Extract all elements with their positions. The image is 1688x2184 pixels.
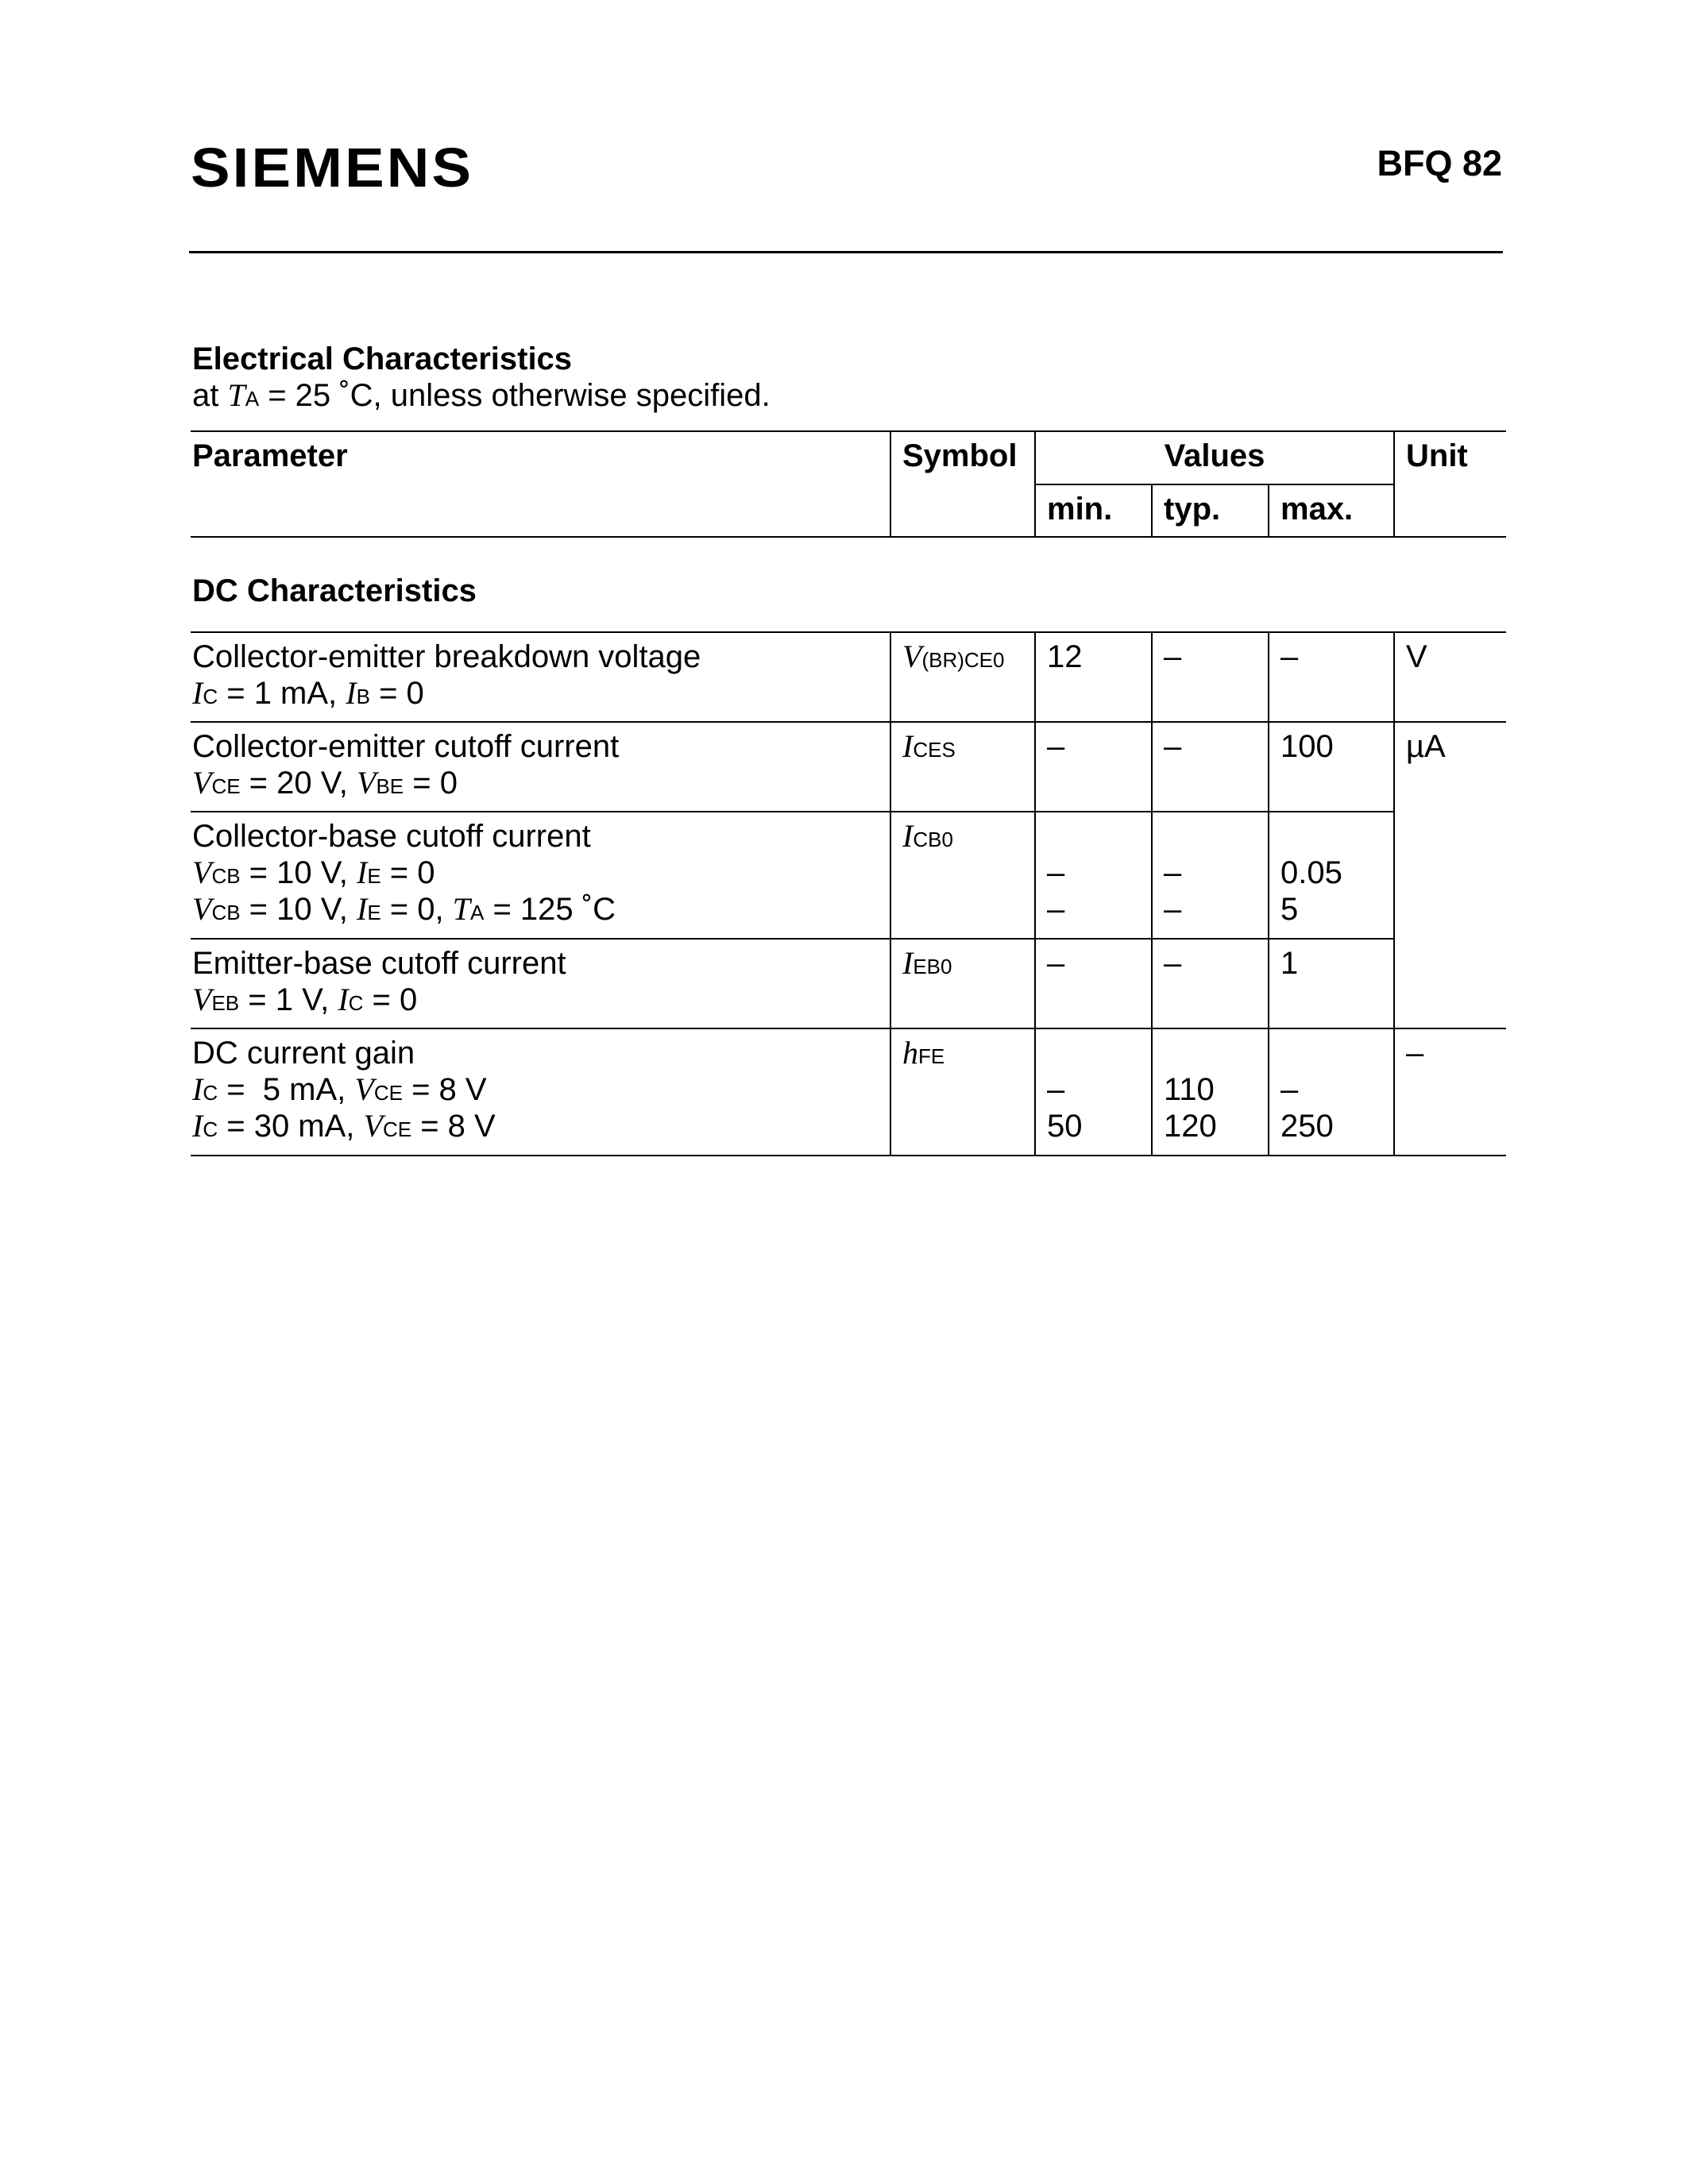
- values-subheader-rule: [1035, 484, 1394, 485]
- cond-text: = 1 mA,: [218, 676, 346, 711]
- row-rule: [191, 631, 1506, 633]
- column-divider: [1393, 631, 1395, 1156]
- cond-subscript: E: [367, 864, 381, 888]
- cond-text: = 0: [363, 982, 418, 1017]
- condition-subscript: A: [245, 387, 260, 411]
- row-rule: [191, 1028, 1506, 1029]
- row-min: –: [1047, 1072, 1065, 1107]
- cond-subscript: CE: [382, 1117, 412, 1141]
- row-symbol: [902, 818, 953, 858]
- header-values: Values: [1164, 438, 1265, 473]
- row-min: 50: [1047, 1109, 1083, 1144]
- cond-symbol: I: [192, 1071, 203, 1107]
- row-symbol: [902, 728, 956, 768]
- cond-subscript: EB: [211, 991, 240, 1015]
- row-symbol: [902, 1035, 944, 1075]
- cond-symbol: I: [357, 891, 368, 927]
- row-min: –: [1047, 892, 1065, 927]
- cond-text: = 0: [404, 766, 458, 801]
- section-title: Electrical Characteristics: [192, 341, 573, 376]
- row-condition: [192, 1108, 496, 1148]
- header-unit: Unit: [1406, 438, 1468, 473]
- part-number: BFQ 82: [1377, 143, 1502, 183]
- row-condition: [192, 855, 435, 894]
- cond-symbol: V: [357, 765, 377, 801]
- cond-symbol: V: [192, 855, 212, 890]
- cond-text: = 125 ˚C: [484, 892, 616, 927]
- condition-symbol: T: [227, 377, 245, 413]
- row-typ: –: [1164, 639, 1182, 674]
- cond-symbol: T: [452, 891, 470, 927]
- cond-text: = 0: [369, 676, 424, 711]
- row-condition: [192, 1071, 487, 1111]
- symbol-subscript: EB0: [913, 955, 952, 978]
- row-typ: –: [1164, 892, 1182, 927]
- cond-subscript: B: [356, 685, 370, 708]
- row-unit: V: [1406, 639, 1427, 674]
- header-typ: typ.: [1164, 492, 1221, 527]
- row-symbol: [902, 945, 952, 985]
- row-max: 1: [1280, 946, 1299, 981]
- row-min: –: [1047, 946, 1065, 981]
- row-typ: –: [1164, 855, 1182, 890]
- row-max: 250: [1280, 1109, 1334, 1144]
- cond-subscript: C: [348, 991, 364, 1015]
- symbol-letter: h: [902, 1035, 918, 1071]
- cond-text: = 5 mA,: [218, 1072, 355, 1107]
- row-rule: [191, 721, 1506, 723]
- cond-subscript: CB: [211, 901, 241, 924]
- row-max: –: [1280, 639, 1299, 674]
- row-rule: [191, 811, 1394, 812]
- header-parameter: Parameter: [192, 438, 348, 473]
- header-divider: [189, 251, 1503, 253]
- cond-symbol: V: [192, 982, 212, 1017]
- cond-subscript: A: [469, 901, 485, 924]
- section-condition: [192, 376, 771, 415]
- symbol-letter: I: [902, 728, 914, 764]
- column-divider: [1151, 631, 1153, 1156]
- row-unit: µA: [1406, 729, 1446, 764]
- row-max: –: [1280, 1072, 1299, 1107]
- cond-subscript: C: [203, 685, 218, 708]
- cond-symbol: I: [192, 675, 203, 711]
- cond-text: = 10 V,: [240, 892, 357, 927]
- symbol-subscript: FE: [918, 1044, 945, 1068]
- row-rule: [191, 938, 1394, 940]
- cond-subscript: C: [203, 1117, 218, 1141]
- cond-symbol: V: [354, 1071, 374, 1107]
- column-divider: [1151, 484, 1153, 537]
- cond-subscript: C: [203, 1081, 218, 1105]
- cond-text: = 0,: [380, 892, 453, 927]
- table-top-rule: [191, 430, 1506, 432]
- header-bottom-rule: [191, 536, 1506, 538]
- row-condition: [192, 675, 424, 715]
- cond-subscript: CE: [373, 1081, 403, 1105]
- row-symbol: [902, 639, 1004, 678]
- row-typ: 110: [1164, 1072, 1215, 1107]
- condition-rest: = 25 ˚C, unless otherwise specified.: [259, 378, 771, 413]
- condition-prefix: at: [192, 378, 228, 413]
- column-divider: [1393, 430, 1395, 537]
- row-unit: –: [1406, 1036, 1424, 1071]
- symbol-letter: I: [902, 818, 914, 854]
- header-min: min.: [1047, 492, 1113, 527]
- row-max: 5: [1280, 892, 1299, 927]
- row-max: 100: [1280, 729, 1334, 764]
- row-parameter: Collector-base cutoff current: [192, 819, 591, 854]
- row-typ: –: [1164, 729, 1182, 764]
- row-parameter: Emitter-base cutoff current: [192, 946, 566, 981]
- siemens-logo: SIEMENS: [191, 137, 474, 199]
- row-condition: [192, 891, 616, 931]
- cond-symbol: I: [346, 675, 357, 711]
- row-typ: 120: [1164, 1109, 1217, 1144]
- cond-text: = 20 V,: [240, 766, 357, 801]
- cond-text: = 10 V,: [240, 855, 357, 890]
- row-max: 0.05: [1280, 855, 1342, 890]
- cond-text: = 0: [380, 855, 435, 890]
- header-symbol: Symbol: [902, 438, 1018, 473]
- symbol-subscript: CES: [913, 738, 956, 762]
- header-max: max.: [1280, 492, 1354, 527]
- cond-subscript: BE: [376, 774, 404, 798]
- row-parameter: Collector-emitter breakdown voltage: [192, 639, 701, 674]
- column-divider: [890, 631, 891, 1156]
- row-min: –: [1047, 855, 1065, 890]
- symbol-subscript: (BR)CE0: [921, 648, 1005, 672]
- cond-subscript: CB: [211, 864, 241, 888]
- row-parameter: Collector-emitter cutoff current: [192, 729, 620, 764]
- symbol-letter: I: [902, 945, 914, 981]
- cond-subscript: CE: [211, 774, 241, 798]
- cond-symbol: I: [357, 855, 368, 890]
- column-divider: [1034, 631, 1036, 1156]
- cond-subscript: E: [367, 901, 381, 924]
- row-parameter: DC current gain: [192, 1036, 415, 1071]
- group-title: DC Characteristics: [192, 573, 477, 608]
- symbol-letter: V: [902, 639, 922, 674]
- cond-symbol: V: [363, 1108, 383, 1144]
- cond-symbol: V: [192, 891, 212, 927]
- symbol-subscript: CB0: [913, 828, 953, 851]
- row-typ: –: [1164, 946, 1182, 981]
- row-condition: [192, 765, 458, 805]
- cond-symbol: I: [192, 1108, 203, 1144]
- column-divider: [1268, 631, 1269, 1156]
- cond-symbol: I: [338, 982, 349, 1017]
- row-min: –: [1047, 729, 1065, 764]
- table-bottom-rule: [191, 1155, 1506, 1156]
- cond-text: = 30 mA,: [218, 1109, 364, 1144]
- column-divider: [1268, 484, 1269, 537]
- row-min: 12: [1047, 639, 1083, 674]
- cond-text: = 1 V,: [239, 982, 338, 1017]
- cond-text: = 8 V: [402, 1072, 487, 1107]
- cond-symbol: V: [192, 765, 212, 801]
- row-condition: [192, 982, 417, 1021]
- column-divider: [890, 430, 891, 537]
- cond-text: = 8 V: [411, 1109, 496, 1144]
